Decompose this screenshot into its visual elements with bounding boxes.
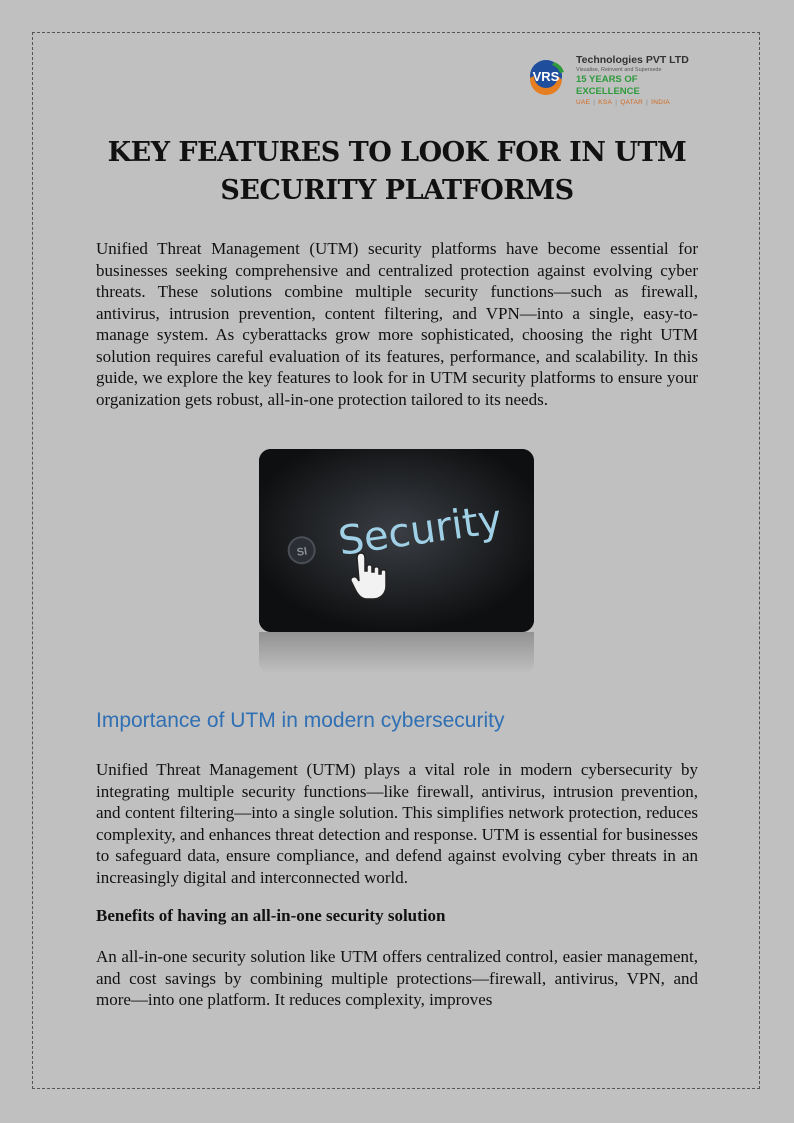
image-reflection xyxy=(259,632,534,674)
logo-tagline: Visualise, Reinvent and Supersede xyxy=(576,67,662,73)
logo-mark-text: VRS xyxy=(532,69,560,84)
benefits-heading: Benefits of having an all-in-one security solution xyxy=(96,906,446,925)
country-uae: UAE xyxy=(576,99,591,106)
company-logo xyxy=(524,52,704,104)
page-title: KEY FEATURES TO LOOK FOR IN UTM SECURITY PLATFORMS xyxy=(107,137,687,206)
section-heading: Importance of UTM in modern cybersecurity xyxy=(96,709,505,732)
security-image xyxy=(259,449,534,632)
logo-years: 15 YEARS OF EXCELLENCE xyxy=(576,74,640,97)
country-qatar: QATAR xyxy=(620,99,644,106)
country-ksa: KSA xyxy=(598,99,613,106)
logo-countries: UAE | KSA | QATAR | INDIA xyxy=(576,99,670,106)
security-illustration xyxy=(259,449,534,632)
importance-paragraph: Unified Threat Management (UTM) plays a vital role in modern cybersecurity by integrating multiple security functions—like firewall, antivirus, intrusion prevention, and content filtering—into a single solution. This simplifies network protection, reduces complexity, and enhances threat detection and response. UTM is essential for businesses to safeguard data, ensure compliance, and defend against evolving cyber threats in an increasingly digital and interconnected world. xyxy=(96,760,698,887)
security-word: Security xyxy=(335,496,505,565)
vrs-logo-icon xyxy=(524,56,574,96)
intro-paragraph: Unified Threat Management (UTM) security platforms have become essential for businesses seeking comprehensive and centralized protection against evolving cyber threats. These solutions combine multiple security functions—such as firewall, antivirus, intrusion prevention, content filtering, and VPN—into a single, easy-to-manage system. As cyberattacks grow more sophisticated, choosing the right UTM solution requires careful evaluation of its features, performance, and scalability. In this guide, we explore the key features to look for in UTM security platforms to ensure your organization gets robust, all-in-one protection tailored to its needs. xyxy=(96,239,698,409)
logo-company: Technologies PVT LTD xyxy=(576,54,689,66)
benefits-paragraph: An all-in-one security solution like UTM offers centralized control, easier management, and cost savings by combining multiple protections—firewall, antivirus, VPN, and more—into one platform. It reduces complexity, improves xyxy=(96,947,698,1009)
svg-text:SI: SI xyxy=(295,545,308,559)
country-india: INDIA xyxy=(651,99,670,106)
